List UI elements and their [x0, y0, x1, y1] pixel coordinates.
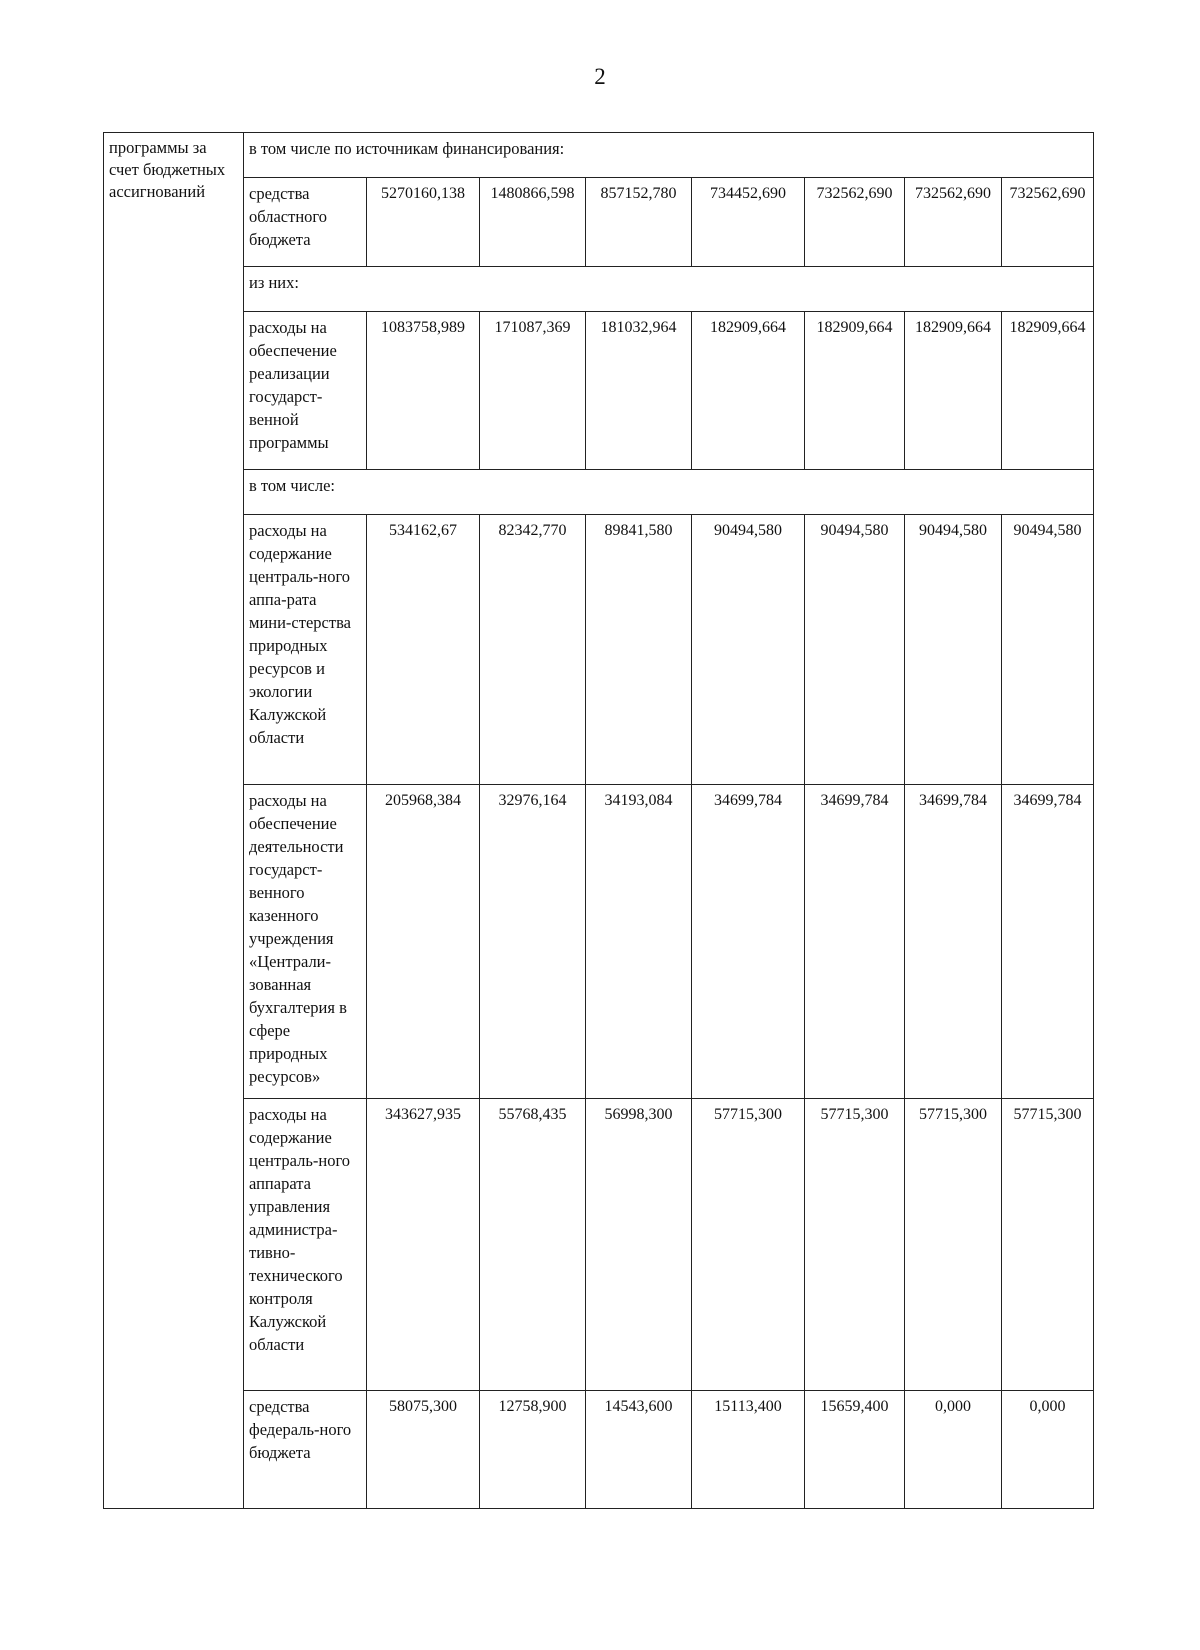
- row-label-text: расходы на содержание централь-ного аппарата управления администра-тивно-технического контроля Калужской области: [249, 1105, 351, 1354]
- value-cell: 32976,164: [480, 785, 586, 1099]
- value-cell: 181032,964: [586, 312, 692, 470]
- program-label: программы за счет бюджетных ассигнований: [109, 138, 226, 201]
- value-cell: 14543,600: [586, 1391, 692, 1509]
- section-row-of-them: [104, 267, 1094, 312]
- section-row-sources: [104, 133, 1094, 178]
- row-label: [244, 178, 367, 267]
- value-cell: 182909,664: [692, 312, 805, 470]
- table-row: [104, 312, 1094, 470]
- value-cell: 205968,384: [367, 785, 480, 1099]
- value-cell: 12758,900: [480, 1391, 586, 1509]
- value-cell: 182909,664: [1002, 312, 1094, 470]
- value-cell: 34193,084: [586, 785, 692, 1099]
- value-cell: 90494,580: [805, 515, 905, 785]
- row-label: [244, 1099, 367, 1391]
- value-cell: 56998,300: [586, 1099, 692, 1391]
- table-row: [104, 785, 1094, 1099]
- table-row: [104, 1391, 1094, 1509]
- table-row: [104, 178, 1094, 267]
- row-label-text: средства федераль-ного бюджета: [249, 1397, 352, 1462]
- value-cell: 34699,784: [1002, 785, 1094, 1099]
- value-cell: 55768,435: [480, 1099, 586, 1391]
- value-cell: 34699,784: [805, 785, 905, 1099]
- row-label: [244, 785, 367, 1099]
- row-label-text: расходы на обеспечение деятельности государст-венного казенного учреждения «Централи-зованная бухгалтерия в сфере природных ресурсов»: [249, 791, 347, 1086]
- value-cell: 732562,690: [905, 178, 1002, 267]
- value-cell: 5270160,138: [367, 178, 480, 267]
- value-cell: 1480866,598: [480, 178, 586, 267]
- section-sources: [244, 133, 1094, 178]
- row-label: [244, 1391, 367, 1509]
- section-including: [244, 470, 1094, 515]
- section-including-text: в том числе:: [249, 476, 336, 495]
- value-cell: 1083758,989: [367, 312, 480, 470]
- value-cell: 34699,784: [905, 785, 1002, 1099]
- program-label-cell: [104, 133, 244, 1509]
- page-number: 2: [594, 64, 606, 89]
- row-label: [244, 312, 367, 470]
- value-cell: 734452,690: [692, 178, 805, 267]
- value-cell: 82342,770: [480, 515, 586, 785]
- row-label-text: средства областного бюджета: [249, 184, 328, 249]
- section-sources-text: в том числе по источникам финансирования:: [249, 139, 565, 158]
- value-cell: 90494,580: [1002, 515, 1094, 785]
- table-row: [104, 515, 1094, 785]
- value-cell: 90494,580: [692, 515, 805, 785]
- row-label-text: расходы на обеспечение реализации государст-венной программы: [249, 318, 337, 452]
- section-of-them: [244, 267, 1094, 312]
- value-cell: 90494,580: [905, 515, 1002, 785]
- value-cell: 89841,580: [586, 515, 692, 785]
- value-cell: 534162,67: [367, 515, 480, 785]
- table-row: [104, 1099, 1094, 1391]
- value-cell: 857152,780: [586, 178, 692, 267]
- value-cell: 343627,935: [367, 1099, 480, 1391]
- value-cell: 15659,400: [805, 1391, 905, 1509]
- value-cell: 732562,690: [805, 178, 905, 267]
- budget-table: [103, 132, 1094, 1509]
- value-cell: 15113,400: [692, 1391, 805, 1509]
- value-cell: 57715,300: [1002, 1099, 1094, 1391]
- value-cell: 182909,664: [905, 312, 1002, 470]
- value-cell: 182909,664: [805, 312, 905, 470]
- value-cell: 732562,690: [1002, 178, 1094, 267]
- value-cell: 57715,300: [692, 1099, 805, 1391]
- value-cell: 171087,369: [480, 312, 586, 470]
- row-label: [244, 515, 367, 785]
- value-cell: 34699,784: [692, 785, 805, 1099]
- section-of-them-text: из них:: [249, 273, 299, 292]
- row-label-text: расходы на содержание централь-ного аппа-рата мини-стерства природных ресурсов и экологии Калужской области: [249, 521, 351, 747]
- value-cell: 57715,300: [805, 1099, 905, 1391]
- value-cell: 0,000: [1002, 1391, 1094, 1509]
- value-cell: 57715,300: [905, 1099, 1002, 1391]
- section-row-including: [104, 470, 1094, 515]
- value-cell: 0,000: [905, 1391, 1002, 1509]
- value-cell: 58075,300: [367, 1391, 480, 1509]
